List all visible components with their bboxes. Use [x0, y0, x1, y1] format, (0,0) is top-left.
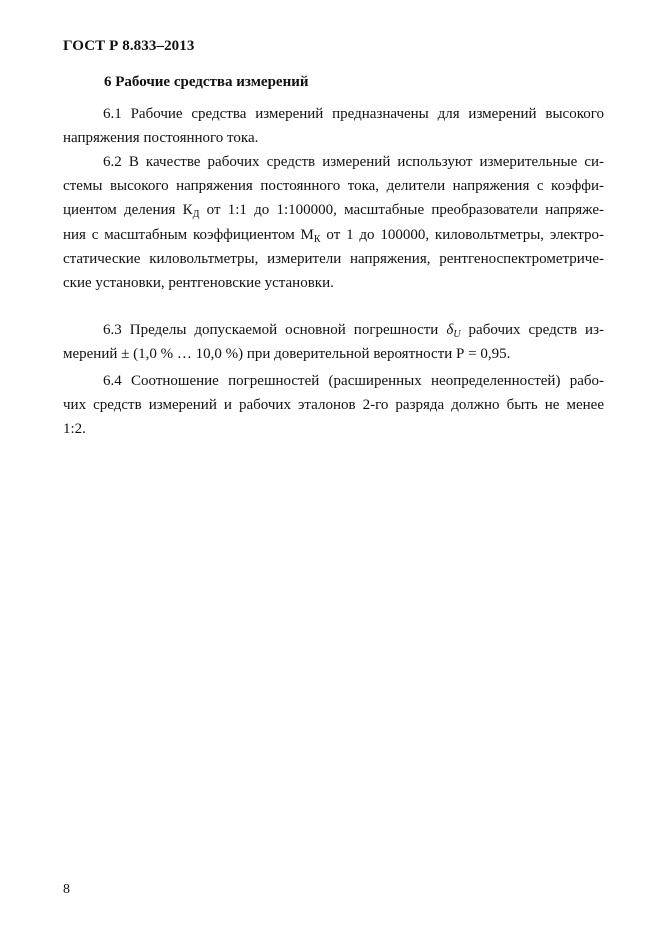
paragraph-6-2 — [63, 150, 604, 295]
paragraph-line: статические киловольтметры, измерители напряжения, рентгеноспектрометриче- — [63, 250, 604, 267]
text-fragment: рабочих средств из- — [460, 322, 605, 338]
paragraph-line — [63, 198, 604, 222]
text-fragment: от 1 до 100000, киловольтметры, электро- — [320, 226, 605, 243]
text-fragment: циентом деления К — [63, 202, 193, 219]
paragraph-line — [63, 318, 604, 342]
paragraph-line: чих средств измерений и рабочих эталонов 2-го разряда должно быть не менее — [63, 397, 604, 414]
paragraph-line: 1:2. — [63, 421, 86, 438]
paragraph-6-1 — [63, 102, 604, 150]
subscript: U — [453, 329, 461, 340]
page-number: 8 — [63, 882, 70, 897]
paragraph-line: 6.1 Рабочие средства измерений предназначены для измерений высокого — [103, 106, 604, 122]
subscript: К — [313, 233, 321, 245]
paragraph-line: напряжения постоянного тока. — [63, 130, 259, 147]
delta-symbol: δ — [446, 322, 454, 338]
paragraph-line: 6.4 Соотношение погрешностей (расширенных неопределенностей) рабо- — [103, 373, 604, 389]
paragraph-line: ские установки, рентгеновские установки. — [63, 275, 334, 292]
paragraph-line: 6.2 В качестве рабочих средств измерений используют измерительные си- — [103, 154, 604, 170]
section-title: 6 Рабочие средства измерений — [104, 74, 309, 90]
text-fragment: от 1:1 до 1:100000, масштабные преобразователи напряже- — [199, 202, 604, 219]
text-fragment: ния с масштабным коэффициентом М — [63, 226, 314, 243]
paragraph-line: мерений ± (1,0 % … 10,0 %) при доверительной вероятности Р = 0,95. — [63, 346, 511, 363]
paragraph-line — [63, 223, 604, 247]
text-fragment: 6.3 Пределы допускаемой основной погрешности — [103, 322, 447, 338]
document-header: ГОСТ Р 8.833–2013 — [63, 38, 195, 54]
paragraph-line: стемы высокого напряжения постоянного тока, делители напряжения с коэффи- — [63, 178, 604, 195]
paragraph-6-4 — [63, 369, 604, 442]
subscript: Д — [192, 209, 200, 221]
paragraph-6-3 — [63, 318, 604, 366]
